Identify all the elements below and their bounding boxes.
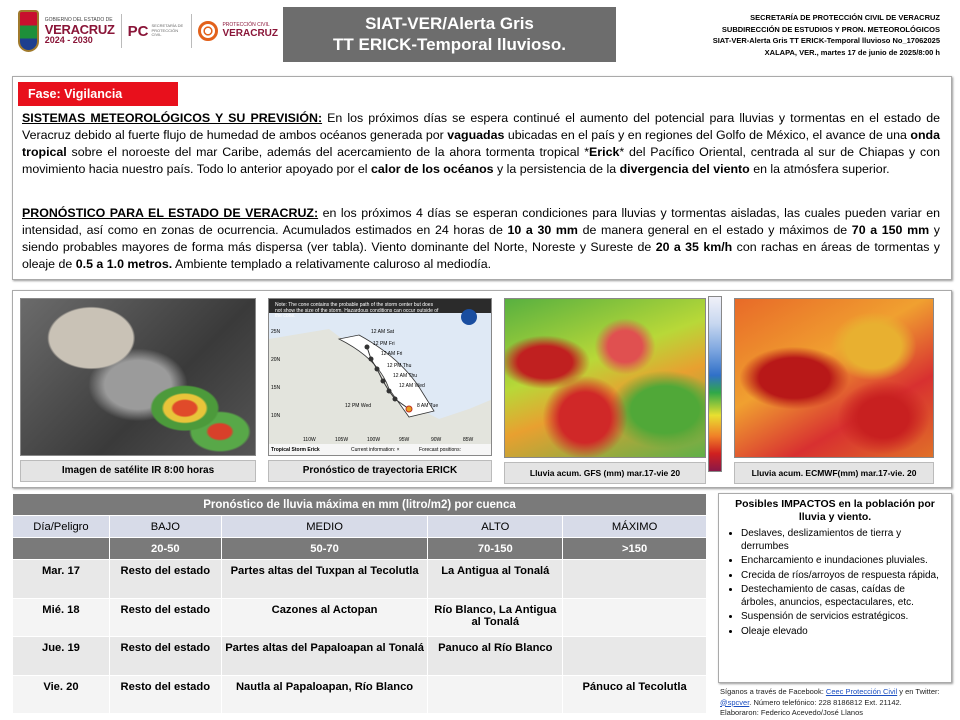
impact-item: • Suspensión de servicios estratégicos. xyxy=(741,611,943,624)
bajo-cell: Resto del estado xyxy=(109,676,221,714)
header-logos xyxy=(18,8,278,54)
pcv-logo-text xyxy=(222,22,278,40)
track-label: 8 AM Tue xyxy=(417,403,439,409)
impacts-title: Posibles IMPACTOS en la población por lluvia y viento. xyxy=(735,498,935,523)
alto-cell: La Antigua al Tonalá xyxy=(428,560,563,599)
p2-text: y siendo probables mayores de forma más dispersa (ver tabla). Viento dominante del Norte, Noreste y Sureste de xyxy=(22,223,940,254)
alert-title-line1: SIAT-VER/Alerta Gris xyxy=(365,14,534,33)
medio-cell: Partes altas del Papaloapan al Tonalá xyxy=(221,637,428,676)
range-cell xyxy=(13,538,110,560)
header-info-line2: SUBDIRECCIÓN DE ESTUDIOS Y PRON. METEOROLÓGICOS xyxy=(721,24,940,34)
range-cell: 50-70 xyxy=(221,538,428,560)
pcv-line1: PROTECCIÓN CIVIL xyxy=(222,22,270,28)
maximo-cell xyxy=(563,560,707,599)
track-legend-current: Current information: × xyxy=(351,447,400,453)
range-cell: 70-150 xyxy=(428,538,563,560)
phase-badge: Fase: Vigilancia xyxy=(18,82,178,106)
rain-color-scale xyxy=(708,296,722,472)
medio-cell: Partes altas del Tuxpan al Tecolutla xyxy=(221,560,428,599)
p1-text: y la persistencia de la xyxy=(493,162,620,176)
rain-forecast-table xyxy=(12,493,707,714)
systems-heading: SISTEMAS METEOROLÓGICOS Y SU PREVISIÓN: xyxy=(22,111,323,125)
range-cell: >150 xyxy=(563,538,707,560)
track-label: 12 AM Wed xyxy=(399,383,425,389)
p2-text: en los próximos 4 días se esperan condiciones para lluvias y tormentas aisladas, las cuales pueden variar en intensidad, así como en zonas de ocurrencia. Acumulados estimados en 24 horas de xyxy=(22,206,940,237)
track-label: 12 AM Fri xyxy=(381,351,403,357)
day-cell: Mar. 17 xyxy=(13,560,110,599)
table-header: ALTO xyxy=(428,516,563,538)
table-row xyxy=(13,599,707,637)
footer-text: y en Twitter: xyxy=(897,687,940,696)
impacts-list xyxy=(727,528,943,638)
table-header: MÁXIMO xyxy=(563,516,707,538)
ecmwf-rain-map xyxy=(734,298,934,458)
table-title: Pronóstico de lluvia máxima en mm (litro/m2) por cuenca xyxy=(13,494,707,516)
track-map-svg xyxy=(269,299,492,456)
footer-authors: Elaboraron: Federico Acevedo/José Llanos xyxy=(720,708,864,717)
pc-logo-letters: PC xyxy=(127,22,149,40)
maximo-cell xyxy=(563,599,707,637)
footer-contact xyxy=(720,687,955,719)
forecast-paragraph xyxy=(22,205,940,273)
track-lon-label: 95W xyxy=(399,437,410,443)
header-info xyxy=(620,12,940,58)
footer-text: Síganos a través de Facebook: xyxy=(720,687,826,696)
facebook-link[interactable]: Ceec Protección Civil xyxy=(825,687,898,696)
civil-protection-icon xyxy=(198,21,218,41)
track-label: 12 AM Sat xyxy=(371,329,395,335)
p2-bold: 70 a 150 mm xyxy=(851,223,930,237)
systems-paragraph xyxy=(22,110,940,178)
gov-line3: 2024 - 2030 xyxy=(44,34,93,45)
table-row xyxy=(13,560,707,599)
gfs-caption: Lluvia acum. GFS (mm) mar.17-vie 20 xyxy=(504,462,706,484)
impact-item: • Encharcamiento e inundaciones pluviales. xyxy=(741,555,943,568)
impacts-box xyxy=(718,493,952,683)
p1-text: ubicadas en el país y en regiones del Golfo de México, el avance de una xyxy=(504,128,911,142)
gov-logo-text xyxy=(45,18,115,45)
track-legend-storm: Tropical Storm Erick xyxy=(271,447,320,453)
track-label: 12 PM Fri xyxy=(373,341,395,347)
p2-bold: 20 a 35 km/h xyxy=(655,240,733,254)
medio-cell: Nautla al Papaloapan, Río Blanco xyxy=(221,676,428,714)
track-lon-label: 90W xyxy=(431,437,442,443)
track-lon-label: 100W xyxy=(367,437,381,443)
alto-cell: Panuco al Río Blanco xyxy=(428,637,563,676)
maximo-cell xyxy=(563,637,707,676)
impact-item: • Deslaves, deslizamientos de tierra y derrumbes xyxy=(741,528,943,553)
track-lon-label: 85W xyxy=(463,437,474,443)
bajo-cell: Resto del estado xyxy=(109,637,221,676)
table-header: MEDIO xyxy=(221,516,428,538)
p1-bold: divergencia del viento xyxy=(619,162,750,176)
header-info-line1: SECRETARÍA DE PROTECCIÓN CIVIL DE VERACRUZ xyxy=(750,13,940,22)
impact-item: • Destechamiento de casas, caídas de árboles, anuncios, espectaculares, etc. xyxy=(741,584,943,609)
day-cell: Mié. 18 xyxy=(13,599,110,637)
track-lat-label: 15N xyxy=(271,385,281,391)
ecmwf-caption: Lluvia acum. ECMWF(mm) mar.17-vie. 20 xyxy=(734,462,934,484)
p1-text: * del Pacífico Oriental, centrada al sur de Chiapas y con movimiento hacia nuestro país. Todo lo anterior apoyado por el xyxy=(22,145,940,176)
p1-bold: calor de los océanos xyxy=(370,162,494,176)
p1-text: En los próximos días se espera continué el aumento del potencial para lluvias y tormentas en el estado de Veracruz debido al fuerte flujo de humedad de ambos océanos generada por xyxy=(22,111,940,142)
p2-bold: 0.5 a 1.0 metros. xyxy=(75,257,173,271)
p1-bold: onda tropical xyxy=(22,128,941,159)
p1-bold: Erick xyxy=(589,145,620,159)
bajo-cell: Resto del estado xyxy=(109,560,221,599)
track-caption: Pronóstico de trayectoria ERICK xyxy=(268,460,492,482)
p1-bold: vaguadas xyxy=(447,128,505,142)
gfs-rain-map xyxy=(504,298,706,458)
pcv-logo xyxy=(191,14,278,48)
impact-item: • Oleaje elevado xyxy=(741,626,943,639)
satellite-image xyxy=(20,298,256,456)
veracruz-shield-logo xyxy=(18,10,39,52)
gov-line2: VERACRUZ xyxy=(44,21,115,37)
p2-text: de manera general en el estado y máximos de xyxy=(577,223,852,237)
twitter-link[interactable]: @spcver xyxy=(720,697,750,707)
track-label: 12 AM Thu xyxy=(393,373,418,379)
day-cell: Jue. 19 xyxy=(13,637,110,676)
table-header: Día/Peligro xyxy=(13,516,110,538)
table-row xyxy=(13,676,707,714)
track-label: 12 PM Thu xyxy=(387,363,412,369)
track-lat-label: 10N xyxy=(271,413,281,419)
impact-item: • Crecida de ríos/arroyos de respuesta rápida, xyxy=(741,570,943,583)
alto-cell xyxy=(428,676,563,714)
track-legend-forecast: Forecast positions: xyxy=(419,447,461,453)
header-info-line3: SIAT-VER-Alerta Gris TT ERICK-Temporal lluvioso No_17062025 xyxy=(712,36,940,45)
track-forecast-map xyxy=(268,298,492,456)
maximo-cell: Pánuco al Tecolutla xyxy=(563,676,707,714)
day-cell: Vie. 20 xyxy=(13,676,110,714)
forecast-heading: PRONÓSTICO PARA EL ESTADO DE VERACRUZ: xyxy=(22,206,319,220)
track-map-note: Note: The cone contains the probable path of the storm center but does not show the size of the storm. Hazardous conditions can occur outside of the cone. xyxy=(275,302,439,319)
bajo-cell: Resto del estado xyxy=(109,599,221,637)
alert-title xyxy=(283,7,616,62)
track-lon-label: 105W xyxy=(335,437,349,443)
p2-bold: 10 a 30 mm xyxy=(507,223,578,237)
gov-line1: GOBIERNO DEL ESTADO DE xyxy=(44,16,113,23)
p2-text: Ambiente templado a relativamente caluroso al mediodía. xyxy=(172,257,492,271)
alto-cell: Río Blanco, La Antigua al Tonalá xyxy=(428,599,563,637)
satellite-caption: Imagen de satélite IR 8:00 horas xyxy=(20,460,256,482)
pcv-line2: VERACRUZ xyxy=(222,28,278,39)
p2-text: con rachas en áreas de tormentas y oleaje de xyxy=(22,240,941,271)
range-cell: 20-50 xyxy=(109,538,221,560)
track-lon-label: 110W xyxy=(303,437,316,443)
track-label: 12 PM Wed xyxy=(345,403,372,409)
p1-text: sobre el noroeste del mar Caribe, además del acercamiento de la ahora tormenta tropical * xyxy=(66,145,590,159)
table-row xyxy=(13,637,707,676)
pc-logo xyxy=(121,14,186,48)
header-info-line4: XALAPA, VER., martes 17 de junio de 2025/8:00 h xyxy=(764,47,940,57)
pc-logo-subtitle: SECRETARÍA DE PROTECCIÓN CIVIL xyxy=(151,23,184,38)
track-lat-label: 20N xyxy=(271,357,281,363)
medio-cell: Cazones al Actopan xyxy=(221,599,428,637)
alert-title-line2: TT ERICK-Temporal lluvioso. xyxy=(333,35,566,54)
p1-text: en la atmósfera superior. xyxy=(749,162,890,176)
table-header: BAJO xyxy=(109,516,221,538)
track-lat-label: 25N xyxy=(271,329,281,335)
footer-text: . Número telefónico: 228 8186812 Ext. 21142. xyxy=(749,697,902,707)
